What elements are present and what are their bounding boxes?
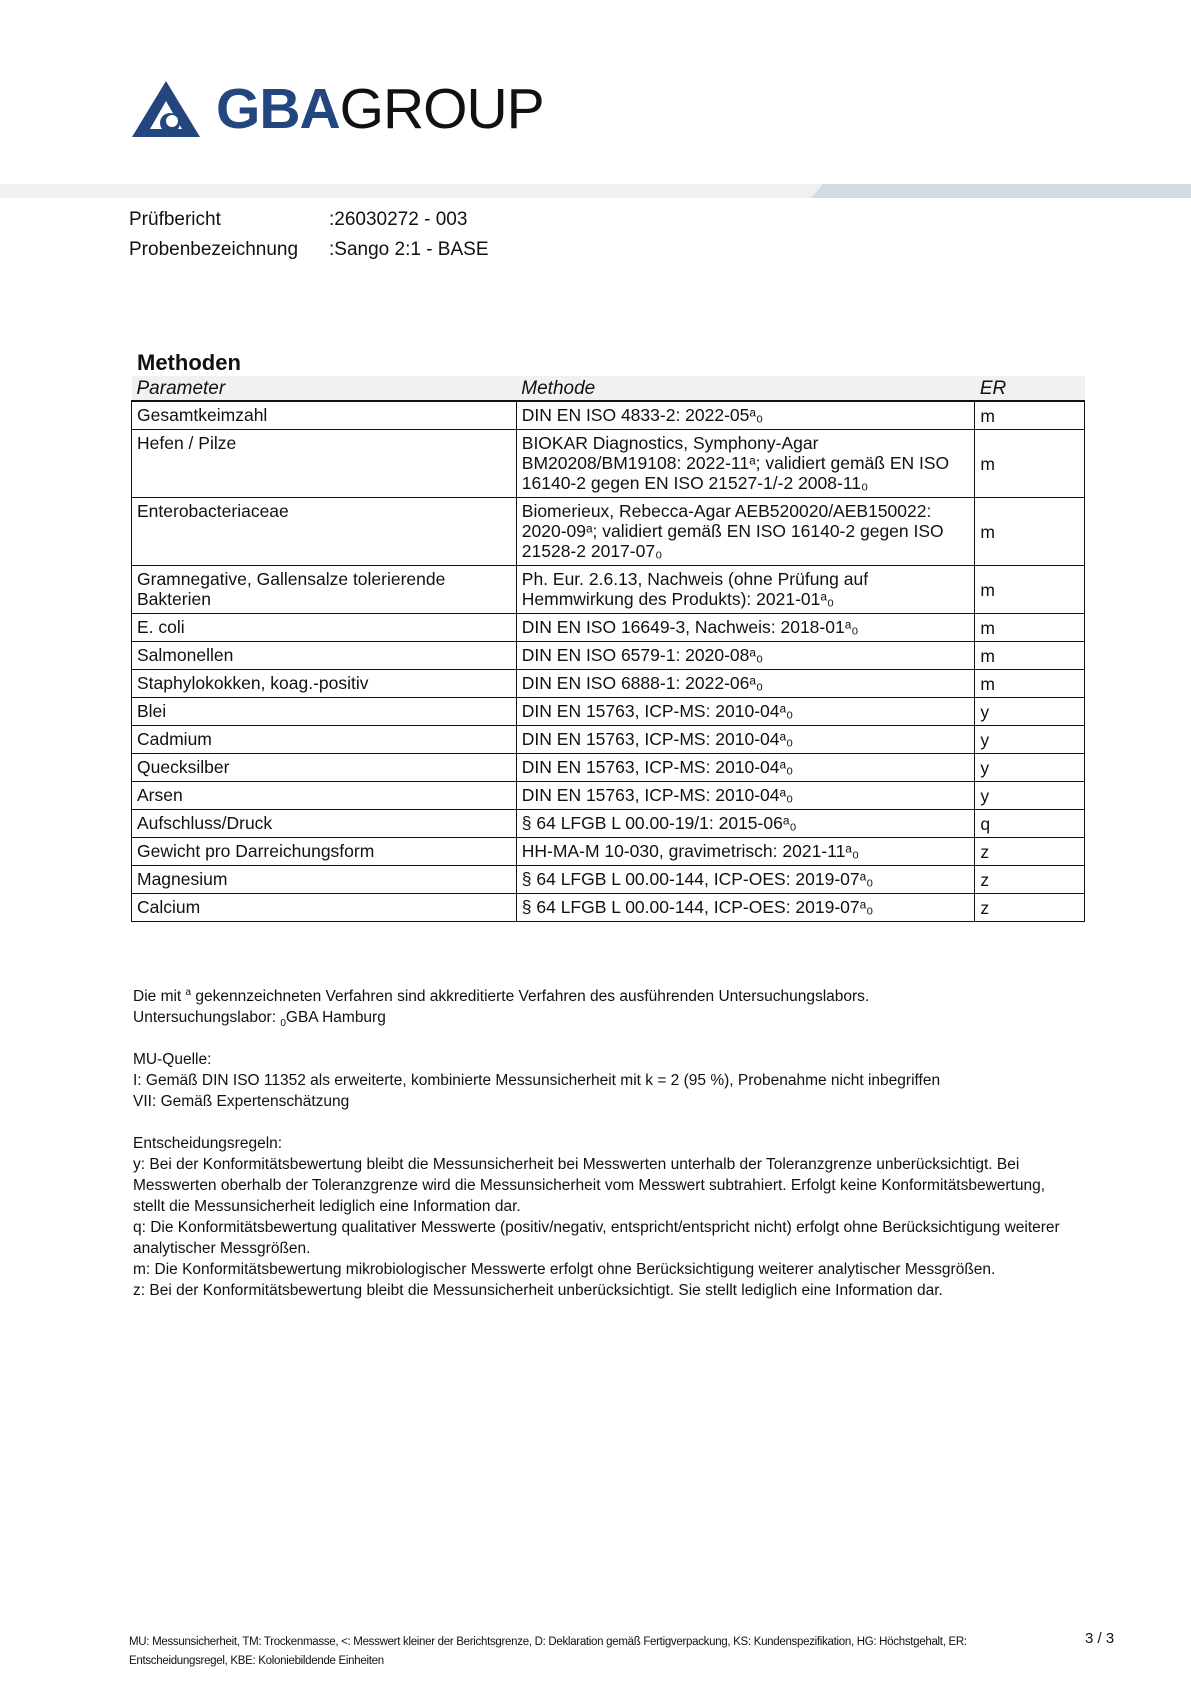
mu-title: MU-Quelle: [133, 1051, 212, 1068]
rules-title: Entscheidungsregeln: [133, 1135, 283, 1152]
method-cell: DIN EN 15763, ICP-MS: 2010-04ᵃ₀ [516, 754, 975, 782]
mu-source-section [133, 1049, 1093, 1112]
header-band [0, 184, 1191, 198]
er-cell: y [975, 698, 1085, 726]
accredited-mark: a [185, 987, 192, 998]
table-row [132, 838, 1085, 866]
parameter-cell: Magnesium [132, 866, 517, 894]
table-row [132, 754, 1085, 782]
gba-group-logo [130, 74, 544, 144]
er-cell: m [975, 642, 1085, 670]
method-cell: DIN EN 15763, ICP-MS: 2010-04ᵃ₀ [516, 698, 975, 726]
method-cell: BIOKAR Diagnostics, Symphony-Agar BM20208/BM19108: 2022-11ᵃ; validiert gemäß EN ISO 16140-2 gegen EN ISO 21527-1/-2 2008-11₀ [516, 430, 975, 498]
method-cell: § 64 LFGB L 00.00-19/1: 2015-06ᵃ₀ [516, 810, 975, 838]
er-cell: m [975, 670, 1085, 698]
col-er: ER [975, 376, 1085, 401]
parameter-cell: E. coli [132, 614, 517, 642]
parameter-cell: Staphylokokken, koag.-positiv [132, 670, 517, 698]
method-cell: Biomerieux, Rebecca-Agar AEB520020/AEB150022: 2020-09ᵃ; validiert gemäß EN ISO 16140-2 gegen ISO 21528-2 2017-07₀ [516, 498, 975, 566]
accreditation-text: Die mit $^a$ gekennzeichneten Verfahren sind akkreditierte Verfahren des ausführenden Untersuchungslabors. [133, 987, 870, 1006]
rule-y: y: Bei der Konformitätsbewertung bleibt die Messunsicherheit bei Messwerten unterhalb der Toleranzgrenze unberücksichtigt. Bei Messwerten oberhalb der Toleranzgrenze wird die Messunsicherheit vom Messwert subtrahiert. Erfolgt keine Konformitätsbewertung, stellt die Messunsicherheit lediglich eine Information dar. [133, 1156, 1046, 1215]
method-cell: DIN EN 15763, ICP-MS: 2010-04ᵃ₀ [516, 726, 975, 754]
er-cell: z [975, 838, 1085, 866]
logo-wordmark: GBAGROUP [216, 76, 544, 141]
table-row [132, 566, 1085, 614]
methods-table [131, 376, 1085, 922]
parameter-cell: Blei [132, 698, 517, 726]
er-cell: m [975, 614, 1085, 642]
method-cell: § 64 LFGB L 00.00-144, ICP-OES: 2019-07ᵃ₀ [516, 894, 975, 922]
lab-line: Untersuchungslabor: $_0$GBA Hamburg [133, 1009, 386, 1030]
er-cell: m [975, 401, 1085, 430]
table-row [132, 401, 1085, 430]
er-cell: m [975, 430, 1085, 498]
method-cell: DIN EN ISO 16649-3, Nachweis: 2018-01ᵃ₀ [516, 614, 975, 642]
table-row [132, 810, 1085, 838]
methods-title: Methoden [137, 350, 241, 375]
report-value: :26030272 - 003 [329, 209, 468, 230]
er-cell: y [975, 726, 1085, 754]
method-cell: DIN EN ISO 4833-2: 2022-05ᵃ₀ [516, 401, 975, 430]
er-cell: z [975, 894, 1085, 922]
table-row [132, 498, 1085, 566]
method-cell: DIN EN ISO 6888-1: 2022-06ᵃ₀ [516, 670, 975, 698]
mu-item-vii: VII: Gemäß Expertenschätzung [133, 1093, 350, 1110]
er-cell: q [975, 810, 1085, 838]
rule-z: z: Bei der Konformitätsbewertung bleibt die Messunsicherheit unberücksichtigt. Sie stellt lediglich eine Information dar. [133, 1282, 943, 1299]
method-cell: HH-MA-M 10-030, gravimetrisch: 2021-11ᵃ₀ [516, 838, 975, 866]
table-row [132, 642, 1085, 670]
methods-table-header [132, 376, 1085, 401]
table-row [132, 894, 1085, 922]
parameter-cell: Gesamtkeimzahl [132, 401, 517, 430]
footer-abbreviations: MU: Messunsicherheit, TM: Trockenmasse, <: Messwert kleiner der Berichtsgrenze, D: Deklaration gemäß Fertigverpackung, KS: Kundenspezifikation, HG: Höchstgehalt, ER: Entscheidungsregel, KBE: Koloniebildende Einheiten [129, 1636, 967, 1667]
er-cell: m [975, 566, 1085, 614]
table-row [132, 726, 1085, 754]
parameter-cell: Calcium [132, 894, 517, 922]
accreditation-note [133, 982, 1033, 1034]
method-cell: DIN EN ISO 6579-1: 2020-08ᵃ₀ [516, 642, 975, 670]
er-cell: z [975, 866, 1085, 894]
rule-m: m: Die Konformitätsbewertung mikrobiologischer Messwerte erfolgt ohne Berücksichtigung weiterer analytischer Messgrößen. [133, 1261, 996, 1278]
lab-value: GBA Hamburg [285, 1009, 386, 1027]
er-cell: y [975, 782, 1085, 810]
parameter-cell: Enterobacteriaceae [132, 498, 517, 566]
table-row [132, 430, 1085, 498]
method-cell: Ph. Eur. 2.6.13, Nachweis (ohne Prüfung auf Hemmwirkung des Produkts): 2021-01ᵃ₀ [516, 566, 975, 614]
er-cell: y [975, 754, 1085, 782]
method-cell: DIN EN 15763, ICP-MS: 2010-04ᵃ₀ [516, 782, 975, 810]
parameter-cell: Gramnegative, Gallensalze tolerierende Bakterien [132, 566, 517, 614]
method-cell: § 64 LFGB L 00.00-144, ICP-OES: 2019-07ᵃ₀ [516, 866, 975, 894]
page-number: 3 / 3 [1085, 1630, 1115, 1647]
col-parameter: Parameter [132, 376, 517, 401]
parameter-cell: Hefen / Pilze [132, 430, 517, 498]
sample-value: :Sango 2:1 - BASE [329, 239, 489, 260]
parameter-cell: Salmonellen [132, 642, 517, 670]
parameter-cell: Gewicht pro Darreichungsform [132, 838, 517, 866]
sample-label: Probenbezeichnung [129, 239, 299, 260]
table-row [132, 866, 1085, 894]
table-row [132, 614, 1085, 642]
table-row [132, 698, 1085, 726]
mu-item-i: I: Gemäß DIN ISO 11352 als erweiterte, kombinierte Messunsicherheit mit k = 2 (95 %), Probenahme nicht inbegriffen [133, 1072, 941, 1089]
rule-q: q: Die Konformitätsbewertung qualitativer Messwerte (positiv/negativ, entspricht/entspricht nicht) erfolgt ohne Berücksichtigung weiterer analytischer Messgrößen. [133, 1219, 1060, 1257]
decision-rules-section [133, 1133, 1078, 1301]
table-row [132, 782, 1085, 810]
report-label: Prüfbericht [129, 209, 221, 230]
gba-triangle-icon [130, 79, 202, 139]
table-row [132, 670, 1085, 698]
col-method: Methode [516, 376, 975, 401]
parameter-cell: Cadmium [132, 726, 517, 754]
parameter-cell: Arsen [132, 782, 517, 810]
parameter-cell: Aufschluss/Druck [132, 810, 517, 838]
er-cell: m [975, 498, 1085, 566]
parameter-cell: Quecksilber [132, 754, 517, 782]
